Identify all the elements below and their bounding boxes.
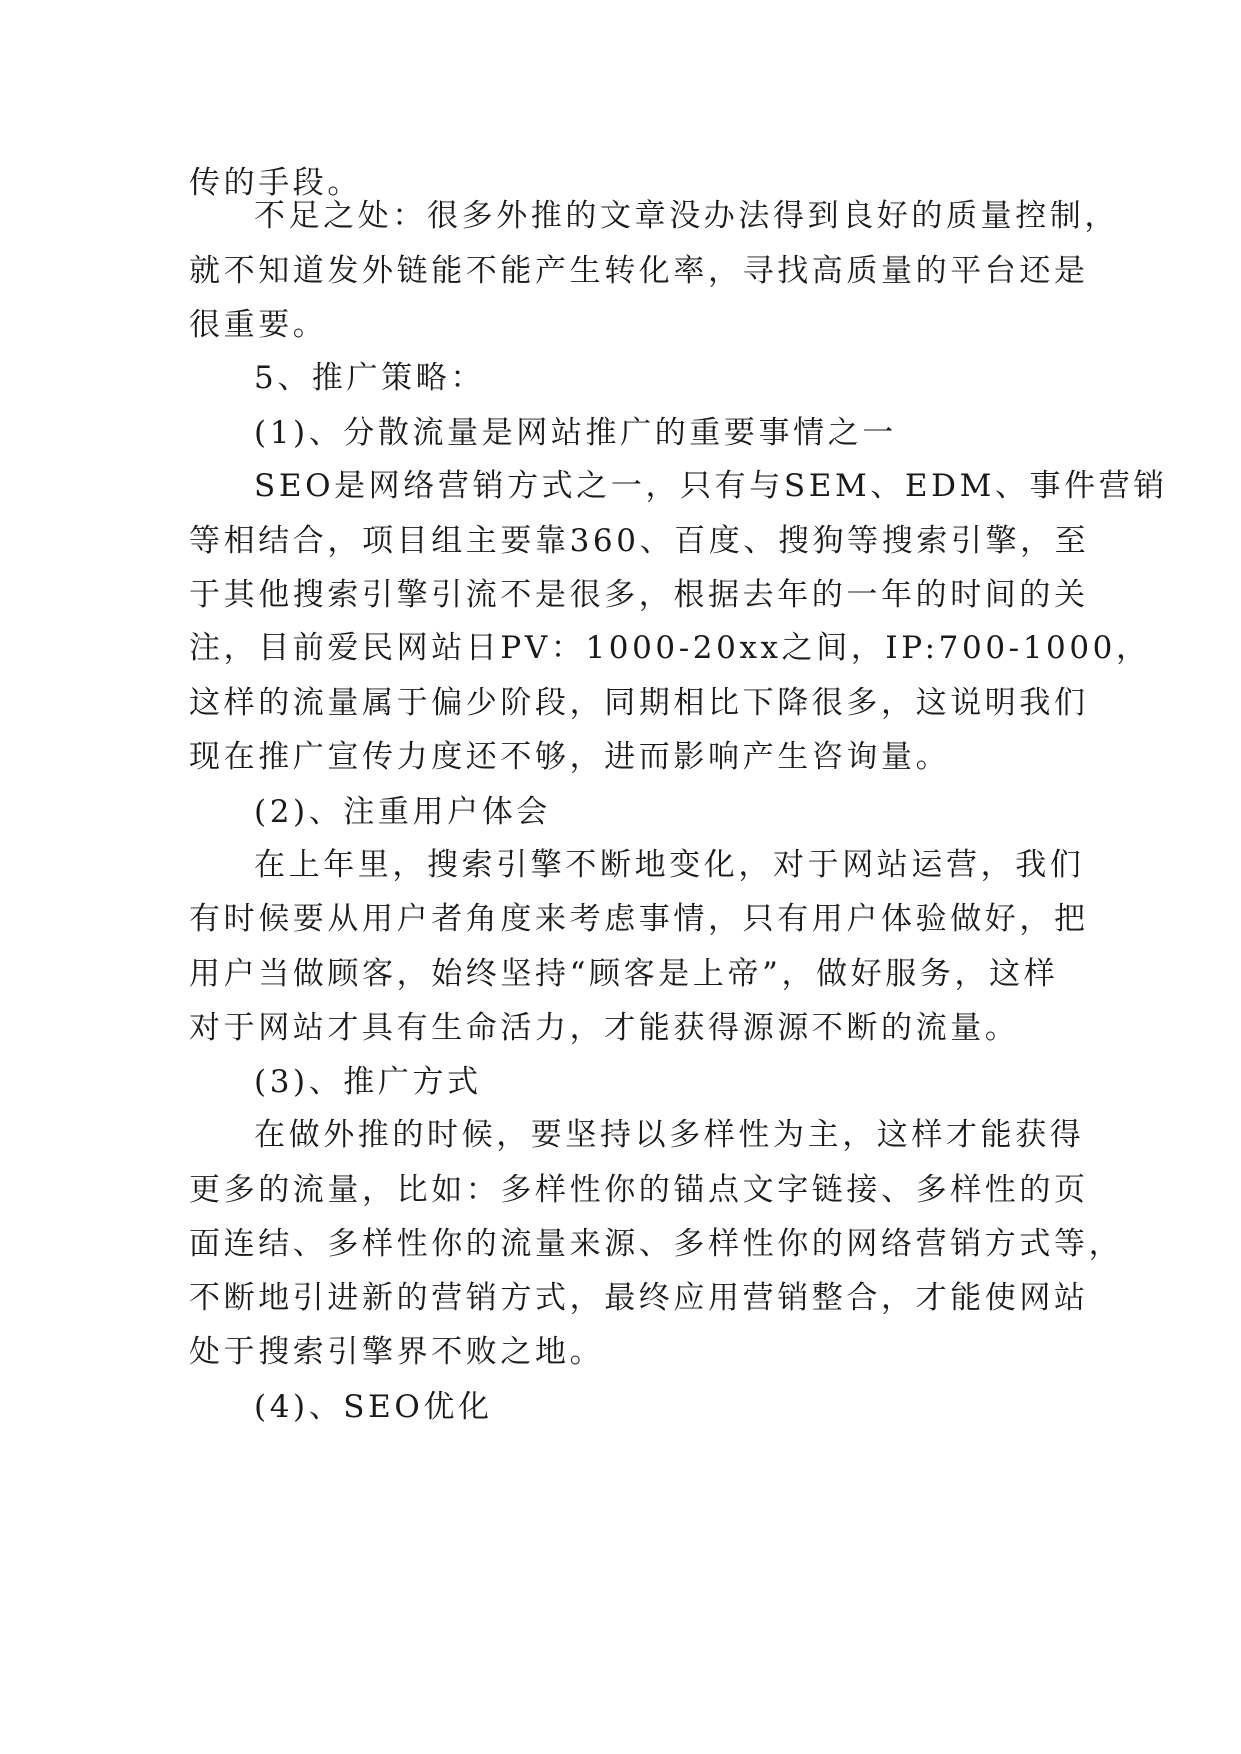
text-line-9: 于其他搜索引擎引流不是很多，根据去年的一年的时间的关 — [189, 577, 1089, 613]
text-line-13: (2)、注重用户体会 — [254, 794, 551, 830]
text-line-1: 传的手段。 — [189, 165, 362, 201]
text-line-2: 不足之处：很多外推的文章没办法得到良好的质量控制， — [254, 198, 1119, 234]
text-line-15: 有时候要从用户者角度来考虑事情，只有用户体验做好，把 — [189, 901, 1089, 937]
text-line-17: 对于网站才具有生命活力，才能获得源源不断的流量。 — [189, 1010, 1020, 1046]
text-line-21: 面连结、多样性你的流量来源、多样性你的网络营销方式等， — [189, 1226, 1124, 1262]
text-line-5: 5、推广策略： — [254, 360, 485, 396]
text-line-18: (3)、推广方式 — [254, 1064, 482, 1100]
text-line-22: 不断地引进新的营销方式，最终应用营销整合，才能使网站 — [189, 1280, 1089, 1316]
text-line-10: 注，目前爱民网站日PV：1000-20xx之间，IP:700-1000， — [189, 630, 1151, 666]
text-line-4: 很重要。 — [189, 307, 328, 343]
text-line-3: 就不知道发外链能不能产生转化率，寻找高质量的平台还是 — [189, 253, 1089, 289]
text-line-19: 在做外推的时候，要坚持以多样性为主，这样才能获得 — [254, 1117, 1085, 1153]
text-line-20: 更多的流量，比如：多样性你的锚点文字链接、多样性的页 — [189, 1172, 1089, 1208]
text-line-23: 处于搜索引擎界不败之地。 — [189, 1334, 605, 1370]
text-line-11: 这样的流量属于偏少阶段，同期相比下降很多，这说明我们 — [189, 685, 1089, 721]
text-line-6: (1)、分散流量是网站推广的重要事情之一 — [254, 415, 897, 451]
text-line-16: 用户当做顾客，始终坚持“顾客是上帝”，做好服务，这样 — [189, 956, 1059, 992]
text-line-12: 现在推广宣传力度还不够，进而影响产生咨询量。 — [189, 739, 951, 775]
text-line-8: 等相结合，项目组主要靠360、百度、搜狗等搜索引擎，至 — [189, 523, 1090, 559]
text-line-14: 在上年里，搜索引擎不断地变化，对于网站运营，我们 — [254, 847, 1085, 883]
text-line-7: SEO是网络营销方式之一，只有与SEM、EDM、事件营销 — [254, 468, 1168, 504]
text-line-24: (4)、SEO优化 — [254, 1389, 493, 1425]
